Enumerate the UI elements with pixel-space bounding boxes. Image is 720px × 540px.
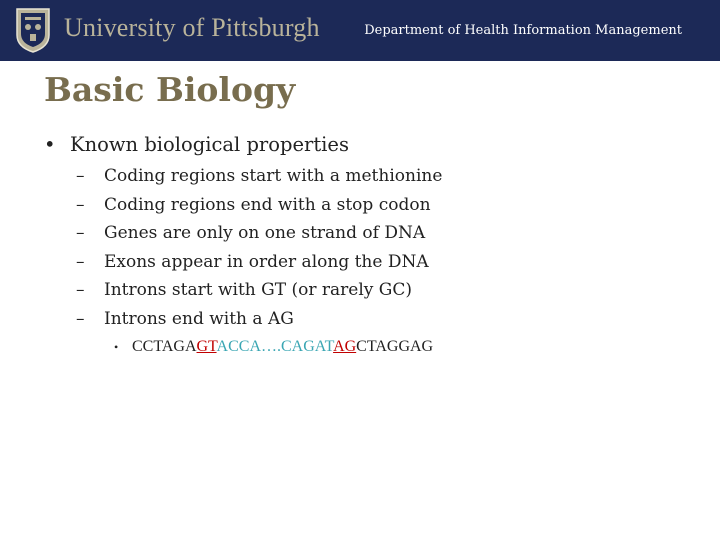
slide-title: Basic Biology: [44, 70, 296, 109]
dash-marker: –: [76, 166, 85, 186]
bullet-dot: •: [114, 340, 119, 354]
dna-sequence-example: [114, 338, 433, 356]
list-item: [76, 309, 442, 338]
dash-marker: –: [76, 194, 85, 215]
list-item-text: Introns end with a AG: [104, 308, 294, 329]
sequence-acceptor-site: AG: [333, 338, 357, 355]
header-bar: [0, 0, 720, 61]
dash-marker: –: [76, 251, 85, 272]
list-item-text: Coding regions start with a methionine: [104, 166, 443, 186]
properties-list: [76, 166, 442, 337]
sequence-exon-end: CTAGGAG: [356, 338, 434, 355]
department-name: Department of Health Information Management: [364, 23, 682, 38]
bullet-dot: •: [44, 133, 56, 156]
list-item-text: Genes are only on one strand of DNA: [104, 223, 426, 243]
list-item: [76, 223, 442, 252]
sequence-exon-start: CCTAGA: [132, 338, 197, 355]
main-bullet: [44, 133, 349, 156]
dash-marker: –: [76, 280, 85, 300]
list-item: [76, 252, 442, 281]
dash-marker: –: [76, 308, 85, 329]
dash-marker: –: [76, 223, 85, 243]
university-name: University of Pittsburgh: [64, 13, 320, 42]
university-seal-icon: [15, 7, 51, 53]
list-item-text: Introns start with GT (or rarely GC): [104, 280, 412, 300]
list-item-text: Coding regions end with a stop codon: [104, 194, 431, 215]
main-bullet-text: Known biological properties: [70, 133, 349, 156]
list-item-text: Exons appear in order along the DNA: [104, 251, 429, 272]
sequence-intron: ACCA….CAGAT: [216, 338, 334, 355]
list-item: [76, 280, 442, 309]
sequence-donor-site: GT: [196, 338, 217, 355]
list-item: [76, 166, 442, 195]
list-item: [76, 195, 442, 224]
